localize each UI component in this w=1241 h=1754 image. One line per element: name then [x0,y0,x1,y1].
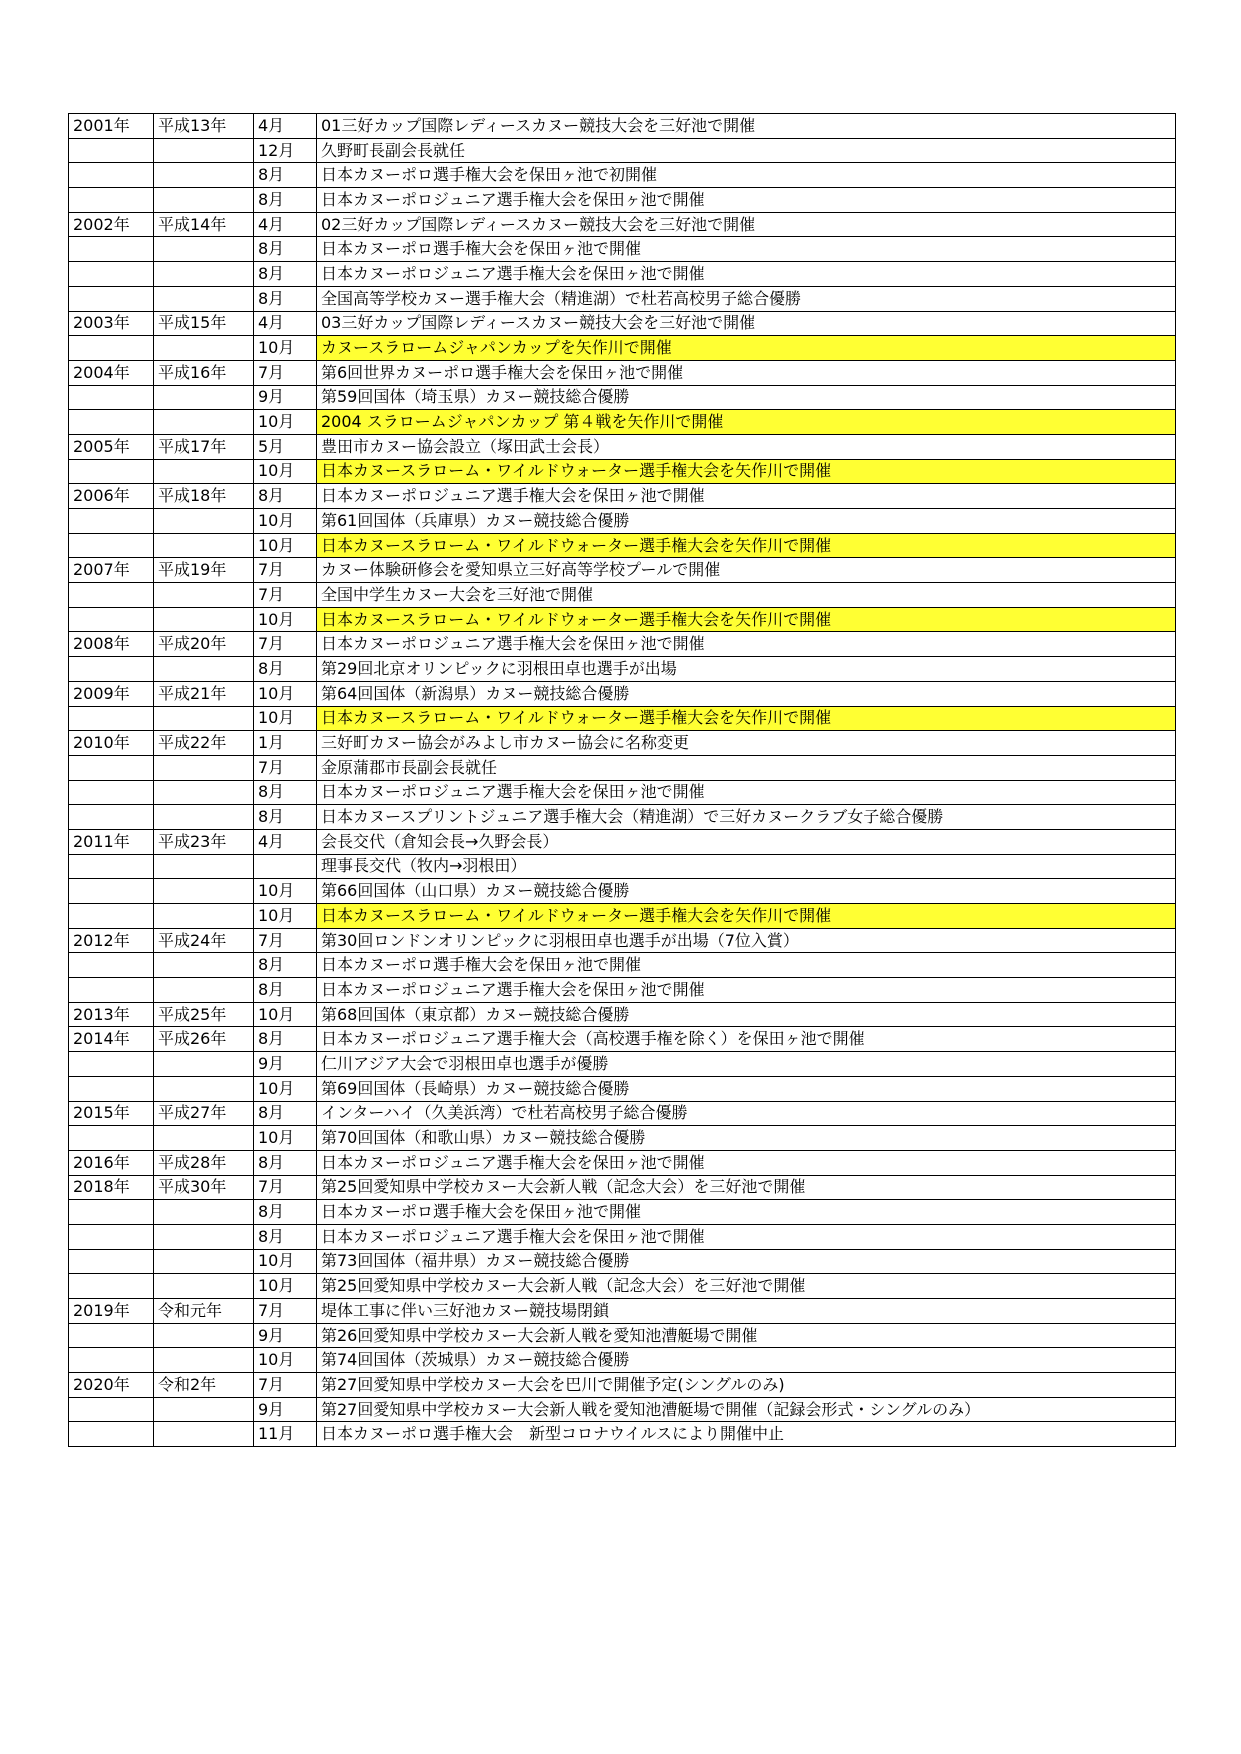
table-row [69,1323,1176,1348]
event-cell: 堤体工事に伴い三好池カヌー競技場閉鎖 [317,1299,1176,1324]
year-cell [69,1200,154,1225]
table-row [69,163,1176,188]
era-cell [154,879,254,904]
event-cell: 全国高等学校カヌー選手権大会（精進湖）で杜若高校男子総合優勝 [317,286,1176,311]
era-cell: 平成19年 [154,558,254,583]
era-cell: 平成27年 [154,1101,254,1126]
year-cell [69,583,154,608]
month-cell: 10月 [254,607,317,632]
event-cell: 第25回愛知県中学校カヌー大会新人戦（記念大会）を三好池で開催 [317,1274,1176,1299]
era-cell [154,237,254,262]
table-row [69,1052,1176,1077]
era-cell [154,607,254,632]
table-row [69,657,1176,682]
era-cell [154,410,254,435]
table-row [69,1027,1176,1052]
year-cell [69,237,154,262]
event-cell: 日本カヌーポロジュニア選手権大会を保田ヶ池で開催 [317,484,1176,509]
year-cell [69,336,154,361]
month-cell: 10月 [254,879,317,904]
event-cell: 金原蒲郡市長副会長就任 [317,755,1176,780]
table-row [69,1299,1176,1324]
year-cell: 2015年 [69,1101,154,1126]
month-cell: 8月 [254,1101,317,1126]
event-cell: 会長交代（倉知会長→久野会長） [317,829,1176,854]
month-cell: 8月 [254,978,317,1003]
event-cell: 03三好カップ国際レディースカヌー競技大会を三好池で開催 [317,311,1176,336]
table-row [69,1373,1176,1398]
month-cell: 10月 [254,681,317,706]
era-cell [154,533,254,558]
era-cell: 平成18年 [154,484,254,509]
table-row [69,681,1176,706]
era-cell [154,336,254,361]
year-cell: 2001年 [69,114,154,139]
month-cell: 8月 [254,805,317,830]
event-cell: 日本カヌーポロジュニア選手権大会を保田ヶ池で開催 [317,1224,1176,1249]
month-cell: 7月 [254,1299,317,1324]
month-cell: 10月 [254,1126,317,1151]
year-cell: 2010年 [69,731,154,756]
year-cell: 2003年 [69,311,154,336]
table-row [69,188,1176,213]
era-cell: 平成20年 [154,632,254,657]
table-row [69,904,1176,929]
year-cell: 2007年 [69,558,154,583]
history-table-body [69,114,1176,1447]
event-cell: 日本カヌースラローム・ワイルドウォーター選手権大会を矢作川で開催 [317,904,1176,929]
year-cell [69,607,154,632]
table-row [69,953,1176,978]
month-cell: 4月 [254,311,317,336]
month-cell: 10月 [254,1249,317,1274]
era-cell [154,1076,254,1101]
year-cell: 2014年 [69,1027,154,1052]
era-cell [154,1397,254,1422]
event-cell: 日本カヌーポロ選手権大会を保田ヶ池で初開催 [317,163,1176,188]
year-cell [69,1052,154,1077]
table-row [69,1126,1176,1151]
event-cell: 第69回国体（長崎県）カヌー競技総合優勝 [317,1076,1176,1101]
table-row [69,1076,1176,1101]
month-cell: 7月 [254,632,317,657]
table-row [69,509,1176,534]
year-cell [69,780,154,805]
event-cell: 日本カヌーポロジュニア選手権大会を保田ヶ池で開催 [317,188,1176,213]
era-cell [154,780,254,805]
month-cell: 9月 [254,385,317,410]
year-cell [69,657,154,682]
event-cell: 第25回愛知県中学校カヌー大会新人戦（記念大会）を三好池で開催 [317,1175,1176,1200]
event-cell: 久野町長副会長就任 [317,138,1176,163]
event-cell: 日本カヌーポロジュニア選手権大会を保田ヶ池で開催 [317,978,1176,1003]
month-cell: 9月 [254,1397,317,1422]
year-cell [69,1076,154,1101]
era-cell: 平成15年 [154,311,254,336]
table-row [69,114,1176,139]
era-cell: 平成17年 [154,434,254,459]
event-cell: 日本カヌーポロ選手権大会 新型コロナウイルスにより開催中止 [317,1422,1176,1447]
month-cell: 7月 [254,755,317,780]
table-row [69,1175,1176,1200]
era-cell [154,854,254,879]
month-cell: 10月 [254,904,317,929]
month-cell: 8月 [254,237,317,262]
month-cell: 8月 [254,286,317,311]
month-cell: 1月 [254,731,317,756]
event-cell: 豊田市カヌー協会設立（塚田武士会長） [317,434,1176,459]
year-cell [69,1397,154,1422]
month-cell: 9月 [254,1052,317,1077]
year-cell: 2011年 [69,829,154,854]
event-cell: 第27回愛知県中学校カヌー大会新人戦を愛知池漕艇場で開催（記録会形式・シングルのみ） [317,1397,1176,1422]
table-row [69,1002,1176,1027]
era-cell [154,138,254,163]
month-cell: 10月 [254,1274,317,1299]
era-cell [154,1249,254,1274]
era-cell: 平成14年 [154,212,254,237]
event-cell: 日本カヌーポロ選手権大会を保田ヶ池で開催 [317,953,1176,978]
year-cell: 2005年 [69,434,154,459]
event-cell: カヌー体験研修会を愛知県立三好高等学校プールで開催 [317,558,1176,583]
table-row [69,780,1176,805]
month-cell: 10月 [254,509,317,534]
month-cell: 8月 [254,1027,317,1052]
era-cell: 令和元年 [154,1299,254,1324]
event-cell: 日本カヌースラローム・ワイルドウォーター選手権大会を矢作川で開催 [317,607,1176,632]
era-cell: 平成13年 [154,114,254,139]
table-row [69,558,1176,583]
event-cell: 全国中学生カヌー大会を三好池で開催 [317,583,1176,608]
table-row [69,829,1176,854]
event-cell: 01三好カップ国際レディースカヌー競技大会を三好池で開催 [317,114,1176,139]
event-cell: 第30回ロンドンオリンピックに羽根田卓也選手が出場（7位入賞） [317,928,1176,953]
month-cell: 8月 [254,163,317,188]
era-cell [154,805,254,830]
year-cell [69,854,154,879]
month-cell: 12月 [254,138,317,163]
month-cell: 10月 [254,410,317,435]
table-row [69,237,1176,262]
table-row [69,607,1176,632]
year-cell [69,533,154,558]
table-row [69,879,1176,904]
table-row [69,1274,1176,1299]
year-cell [69,1274,154,1299]
era-cell [154,1348,254,1373]
event-cell: 第61回国体（兵庫県）カヌー競技総合優勝 [317,509,1176,534]
month-cell: 7月 [254,583,317,608]
year-cell: 2006年 [69,484,154,509]
era-cell: 平成25年 [154,1002,254,1027]
table-row [69,484,1176,509]
era-cell [154,1052,254,1077]
year-cell [69,1323,154,1348]
event-cell: 第59回国体（埼玉県）カヌー競技総合優勝 [317,385,1176,410]
month-cell: 8月 [254,953,317,978]
month-cell [254,854,317,879]
year-cell [69,805,154,830]
event-cell: 第66回国体（山口県）カヌー競技総合優勝 [317,879,1176,904]
event-cell: 日本カヌースプリントジュニア選手権大会（精進湖）で三好カヌークラブ女子総合優勝 [317,805,1176,830]
year-cell: 2019年 [69,1299,154,1324]
year-cell: 2002年 [69,212,154,237]
year-cell: 2018年 [69,1175,154,1200]
month-cell: 4月 [254,212,317,237]
month-cell: 10月 [254,1348,317,1373]
month-cell: 7月 [254,1175,317,1200]
table-row [69,360,1176,385]
era-cell [154,978,254,1003]
table-row [69,1200,1176,1225]
year-cell [69,138,154,163]
year-cell: 2013年 [69,1002,154,1027]
table-row [69,805,1176,830]
event-cell: インターハイ（久美浜湾）で杜若高校男子総合優勝 [317,1101,1176,1126]
event-cell: 日本カヌースラローム・ワイルドウォーター選手権大会を矢作川で開催 [317,533,1176,558]
era-cell: 平成23年 [154,829,254,854]
era-cell [154,163,254,188]
era-cell [154,1126,254,1151]
year-cell [69,978,154,1003]
event-cell: 2004 スラロームジャパンカップ 第４戦を矢作川で開催 [317,410,1176,435]
event-cell: 日本カヌースラローム・ワイルドウォーター選手権大会を矢作川で開催 [317,706,1176,731]
year-cell: 2016年 [69,1150,154,1175]
table-row [69,1397,1176,1422]
history-table [68,113,1176,1447]
table-row [69,1422,1176,1447]
table-row [69,410,1176,435]
year-cell [69,755,154,780]
month-cell: 7月 [254,360,317,385]
month-cell: 7月 [254,928,317,953]
era-cell [154,286,254,311]
era-cell [154,1323,254,1348]
month-cell: 8月 [254,484,317,509]
table-row [69,1150,1176,1175]
era-cell [154,459,254,484]
year-cell [69,509,154,534]
table-row [69,311,1176,336]
era-cell: 平成30年 [154,1175,254,1200]
table-row [69,459,1176,484]
table-row [69,286,1176,311]
table-row [69,1101,1176,1126]
table-row [69,138,1176,163]
year-cell: 2012年 [69,928,154,953]
month-cell: 4月 [254,829,317,854]
era-cell [154,1200,254,1225]
event-cell: 第73回国体（福井県）カヌー競技総合優勝 [317,1249,1176,1274]
year-cell [69,188,154,213]
event-cell: 仁川アジア大会で羽根田卓也選手が優勝 [317,1052,1176,1077]
table-row [69,212,1176,237]
month-cell: 10月 [254,459,317,484]
era-cell [154,657,254,682]
event-cell: 日本カヌーポロ選手権大会を保田ヶ池で開催 [317,237,1176,262]
table-row [69,854,1176,879]
table-row [69,385,1176,410]
era-cell: 平成28年 [154,1150,254,1175]
year-cell: 2004年 [69,360,154,385]
table-row [69,262,1176,287]
event-cell: 日本カヌーポロジュニア選手権大会を保田ヶ池で開催 [317,1150,1176,1175]
event-cell: 日本カヌーポロジュニア選手権大会を保田ヶ池で開催 [317,632,1176,657]
table-row [69,1224,1176,1249]
table-row [69,731,1176,756]
era-cell: 平成24年 [154,928,254,953]
month-cell: 4月 [254,114,317,139]
month-cell: 10月 [254,1002,317,1027]
year-cell [69,410,154,435]
era-cell [154,1224,254,1249]
table-row [69,755,1176,780]
year-cell [69,953,154,978]
era-cell: 平成22年 [154,731,254,756]
era-cell [154,262,254,287]
year-cell [69,1126,154,1151]
year-cell [69,904,154,929]
event-cell: 三好町カヌー協会がみよし市カヌー協会に名称変更 [317,731,1176,756]
year-cell [69,1348,154,1373]
table-row [69,434,1176,459]
year-cell [69,286,154,311]
month-cell: 8月 [254,1150,317,1175]
month-cell: 8月 [254,1224,317,1249]
event-cell: 日本カヌーポロジュニア選手権大会を保田ヶ池で開催 [317,262,1176,287]
event-cell: 第6回世界カヌーポロ選手権大会を保田ヶ池で開催 [317,360,1176,385]
year-cell [69,262,154,287]
month-cell: 8月 [254,657,317,682]
month-cell: 8月 [254,1200,317,1225]
event-cell: 日本カヌーポロジュニア選手権大会（高校選手権を除く）を保田ヶ池で開催 [317,1027,1176,1052]
month-cell: 10月 [254,706,317,731]
event-cell: 日本カヌーポロジュニア選手権大会を保田ヶ池で開催 [317,780,1176,805]
event-cell: 第27回愛知県中学校カヌー大会を巴川で開催予定(シングルのみ) [317,1373,1176,1398]
table-row [69,336,1176,361]
table-row [69,632,1176,657]
year-cell [69,385,154,410]
month-cell: 11月 [254,1422,317,1447]
table-row [69,583,1176,608]
event-cell: 第74回国体（茨城県）カヌー競技総合優勝 [317,1348,1176,1373]
era-cell [154,904,254,929]
month-cell: 10月 [254,533,317,558]
year-cell: 2009年 [69,681,154,706]
year-cell [69,706,154,731]
month-cell: 10月 [254,1076,317,1101]
month-cell: 7月 [254,1373,317,1398]
era-cell: 平成16年 [154,360,254,385]
era-cell: 平成26年 [154,1027,254,1052]
month-cell: 8月 [254,262,317,287]
table-row [69,978,1176,1003]
table-row [69,1348,1176,1373]
month-cell: 8月 [254,188,317,213]
month-cell: 7月 [254,558,317,583]
era-cell [154,188,254,213]
event-cell: 第68回国体（東京都）カヌー競技総合優勝 [317,1002,1176,1027]
era-cell: 平成21年 [154,681,254,706]
year-cell: 2020年 [69,1373,154,1398]
era-cell [154,583,254,608]
year-cell [69,1422,154,1447]
event-cell: カヌースラロームジャパンカップを矢作川で開催 [317,336,1176,361]
event-cell: 日本カヌーポロ選手権大会を保田ヶ池で開催 [317,1200,1176,1225]
month-cell: 9月 [254,1323,317,1348]
year-cell [69,459,154,484]
year-cell [69,1249,154,1274]
event-cell: 理事長交代（牧内→羽根田） [317,854,1176,879]
month-cell: 10月 [254,336,317,361]
year-cell [69,163,154,188]
era-cell [154,1274,254,1299]
table-row [69,1249,1176,1274]
year-cell [69,1224,154,1249]
era-cell [154,385,254,410]
event-cell: 日本カヌースラローム・ワイルドウォーター選手権大会を矢作川で開催 [317,459,1176,484]
era-cell [154,755,254,780]
event-cell: 第26回愛知県中学校カヌー大会新人戦を愛知池漕艇場で開催 [317,1323,1176,1348]
table-row [69,706,1176,731]
event-cell: 第64回国体（新潟県）カヌー競技総合優勝 [317,681,1176,706]
month-cell: 5月 [254,434,317,459]
table-row [69,533,1176,558]
era-cell [154,509,254,534]
era-cell [154,1422,254,1447]
era-cell: 令和2年 [154,1373,254,1398]
era-cell [154,953,254,978]
table-row [69,928,1176,953]
event-cell: 02三好カップ国際レディースカヌー競技大会を三好池で開催 [317,212,1176,237]
event-cell: 第70回国体（和歌山県）カヌー競技総合優勝 [317,1126,1176,1151]
year-cell: 2008年 [69,632,154,657]
era-cell [154,706,254,731]
month-cell: 8月 [254,780,317,805]
year-cell [69,879,154,904]
event-cell: 第29回北京オリンピックに羽根田卓也選手が出場 [317,657,1176,682]
